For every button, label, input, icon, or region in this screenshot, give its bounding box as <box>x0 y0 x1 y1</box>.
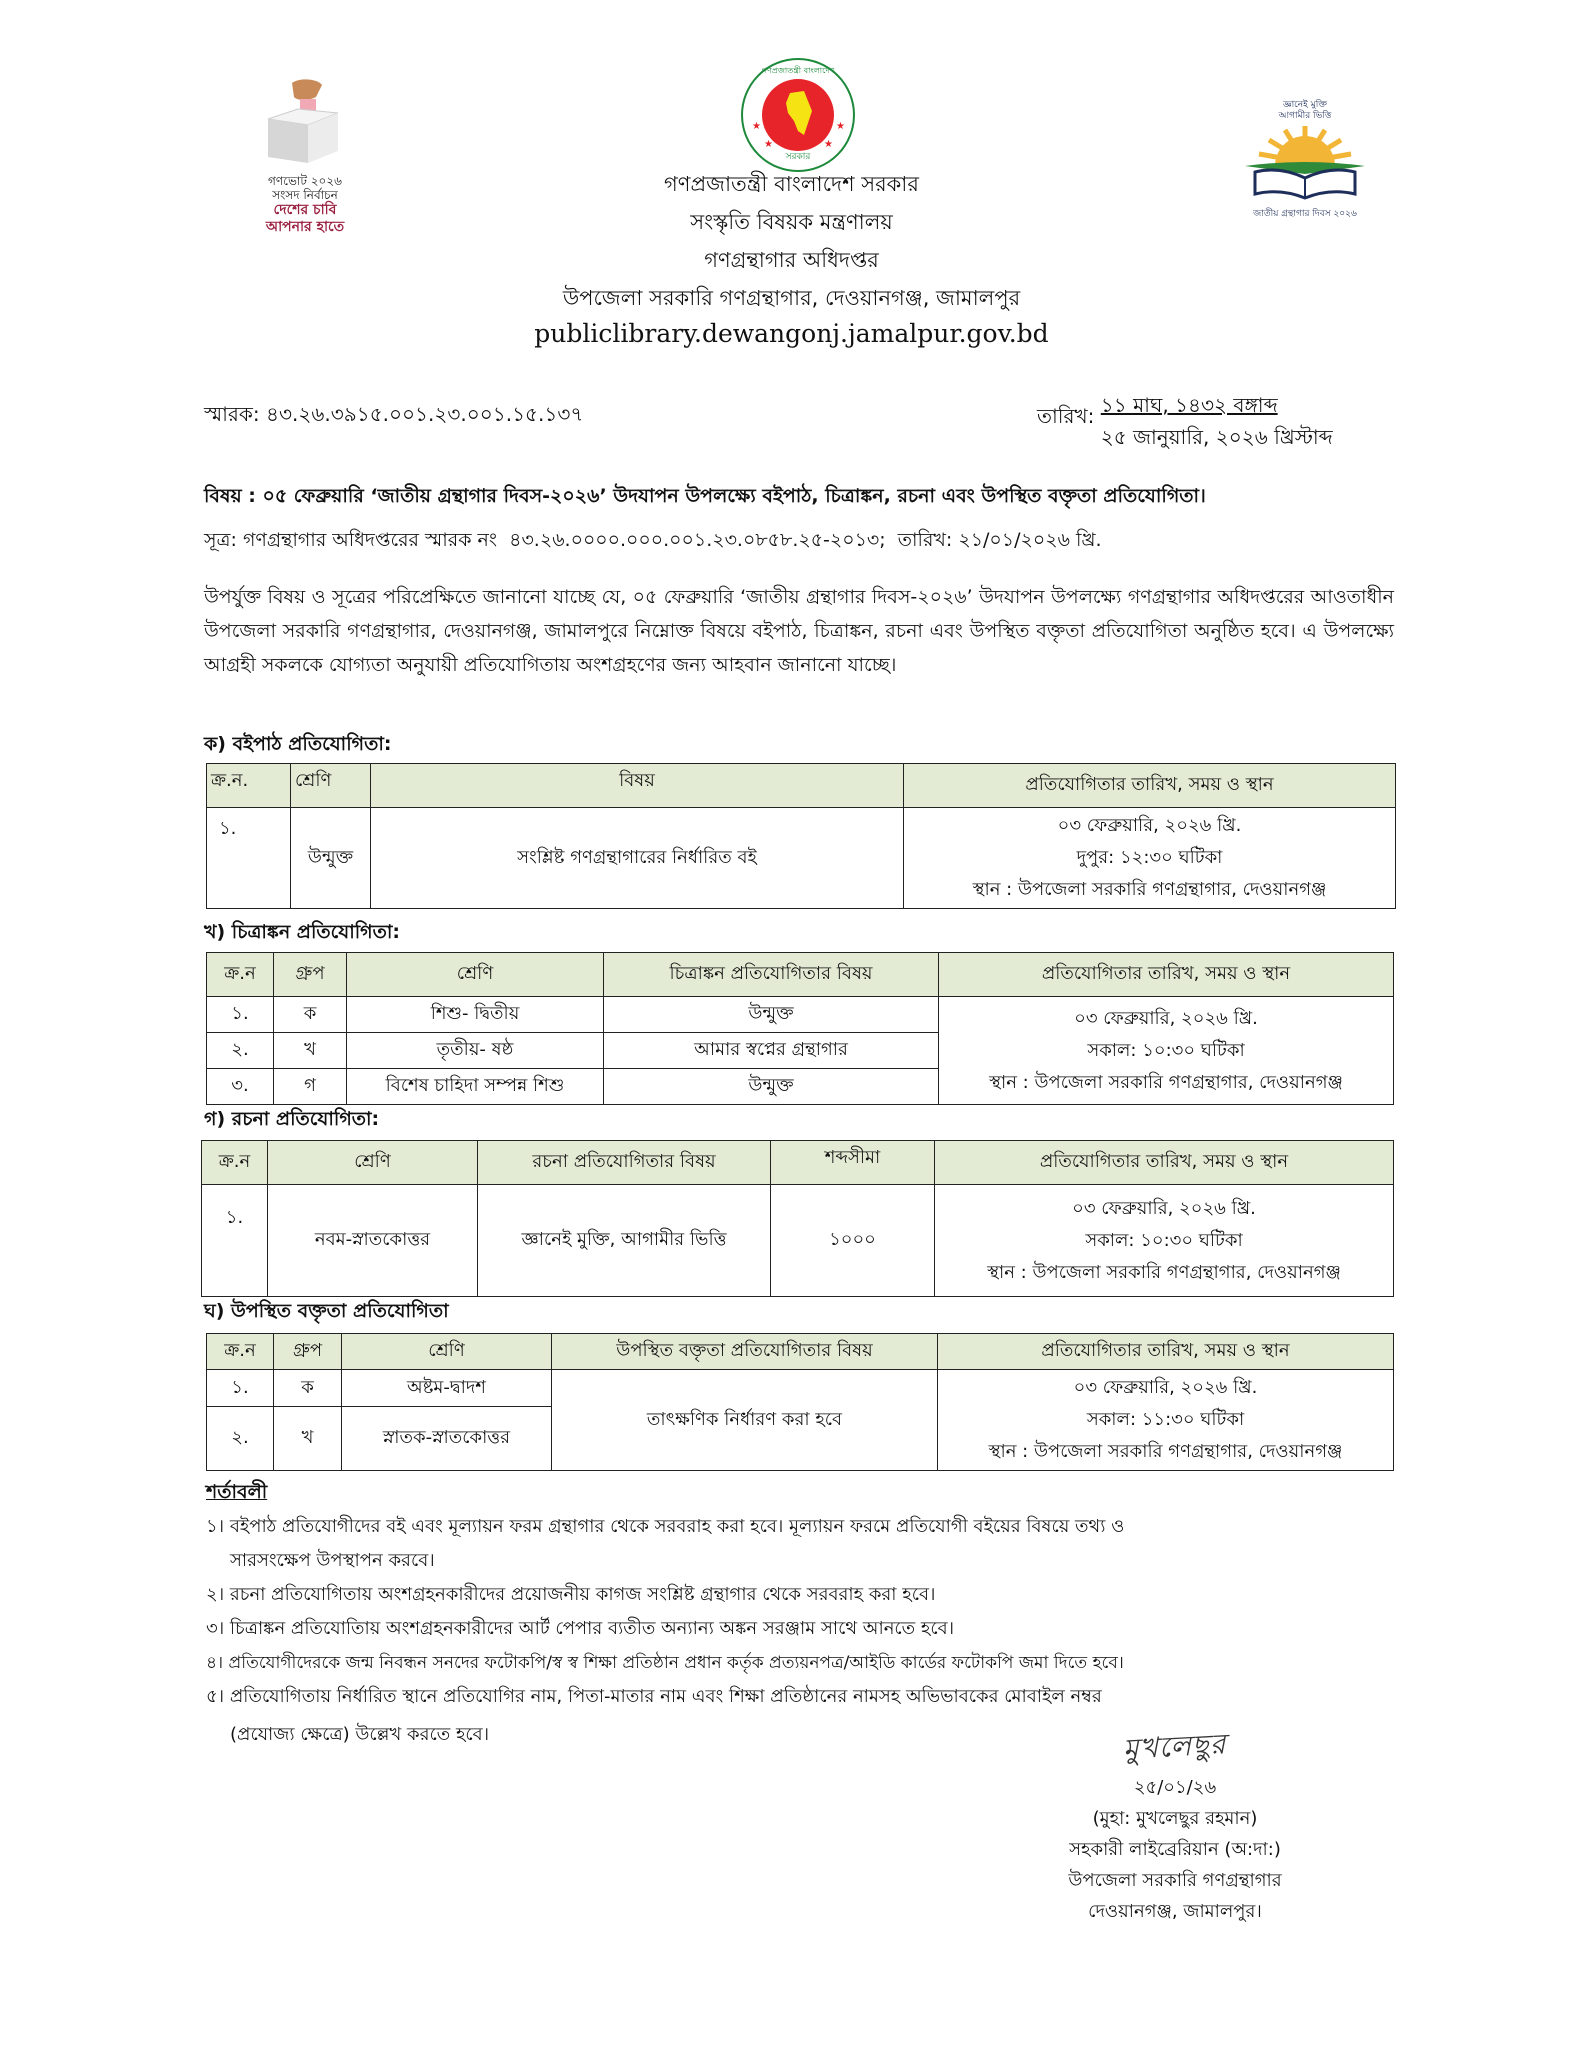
schedule-time: দুপুর: ১২:৩০ ঘটিকা <box>1076 847 1223 868</box>
cell-sl: ১. <box>207 1370 274 1407</box>
cell-group: খ <box>274 1033 347 1069</box>
header-schedule: প্রতিযোগিতার তারিখ, সময় ও স্থান <box>935 1141 1394 1185</box>
cell-sl: ১. <box>202 1185 268 1297</box>
table-row <box>207 997 1394 1033</box>
schedule-time: সকাল: ১০:৩০ ঘটিকা <box>1085 1229 1243 1251</box>
header-schedule: প্রতিযোগিতার তারিখ, সময় ও স্থান <box>938 1334 1394 1370</box>
table-header-row <box>207 764 1396 808</box>
cell-class: নবম-স্নাতকোত্তর <box>268 1185 478 1297</box>
date-block <box>1037 390 1333 454</box>
cell-sl: ১. <box>207 808 291 909</box>
library-day-slogan1: জ্ঞানেই মুক্তি <box>1282 100 1328 110</box>
cell-group: ক <box>274 997 347 1033</box>
signature-block <box>1035 1725 1315 1927</box>
cell-sl: ২. <box>207 1407 274 1471</box>
website-link[interactable]: publiclibrary.dewangonj.jamalpur.gov.bd <box>534 319 1049 348</box>
cell-sl: ১. <box>207 997 274 1033</box>
government-seal-icon <box>738 55 858 175</box>
cell-class: অষ্টম-দ্বাদশ <box>342 1370 552 1407</box>
schedule-venue: স্থান : উপজেলা সরকারি গণগ্রন্থাগার, দেওয়ানগঞ্জ <box>987 1261 1341 1283</box>
signatory-name: (মুহা: মুখলেছুর রহমান) <box>1092 1808 1258 1829</box>
cell-topic: সংশ্লিষ্ট গণগ্রন্থাগারের নির্ধারিত বই <box>371 808 904 909</box>
header-class: শ্রেণি <box>291 764 371 808</box>
schedule-date: ০৩ ফেব্রুয়ারি, ২০২৬ খ্রি. <box>1074 1007 1258 1029</box>
drawing-competition-table <box>206 952 1394 1105</box>
reference-line: সূত্র: গণগ্রন্থাগার অধিদপ্তরের স্মারক নং ৪৩.২৬.০০০০.০০০.০০১.২৩.০৮৫৮.২৫-২০১৩; তারিখ: ২১/০১/২০২৬ খ্রি. <box>204 529 1102 551</box>
header-sl: ক্র.ন <box>207 953 274 997</box>
condition-text-cont: সারসংক্ষেপ উপস্থাপন করবে। <box>230 1550 435 1571</box>
condition-number: ১। <box>206 1516 225 1537</box>
header-schedule: প্রতিযোগিতার তারিখ, সময় ও স্থান <box>939 953 1394 997</box>
library-day-slogan2: আগামীর ভিত্তি <box>1278 111 1332 121</box>
cell-topic: উন্মুক্ত <box>604 1069 939 1105</box>
election-slogan2: আপনার হাতে <box>265 219 345 235</box>
table-row <box>207 1370 1394 1407</box>
condition-text: বইপাঠ প্রতিযোগীদের বই এবং মূল্যায়ন ফরম গ্রন্থাগার থেকে সরবরাহ করা হবে। মূল্যায়ন ফরমে প্রতিযোগী বইয়ের বিষয়ে তথ্য ও <box>229 1516 1125 1537</box>
essay-competition-table <box>201 1140 1394 1297</box>
header-group: গ্রুপ <box>274 953 347 997</box>
schedule-venue: স্থান : উপজেলা সরকারি গণগ্রন্থাগার, দেওয়ানগঞ্জ <box>972 879 1327 900</box>
cell-class: তৃতীয়- ষষ্ঠ <box>347 1033 604 1069</box>
section-drawing-title: খ) চিত্রাঙ্কন প্রতিযোগিতা: <box>204 921 400 943</box>
header-group: গ্রুপ <box>274 1334 342 1370</box>
header-sl: ক্র.ন <box>202 1141 268 1185</box>
letterhead <box>0 165 1583 351</box>
header-class: শ্রেণি <box>347 953 604 997</box>
header-government: গণপ্রজাতন্ত্রী বাংলাদেশ সরকার <box>664 172 919 196</box>
condition-item <box>206 1510 1396 1578</box>
date-gregorian: ২৫ জানুয়ারি, ২০২৬ খ্রিস্টাব্দ <box>1100 425 1333 449</box>
header-office: উপজেলা সরকারি গণগ্রন্থাগার, দেওয়ানগঞ্জ, জামালপুর <box>562 286 1021 310</box>
schedule-date: ০৩ ফেব্রুয়ারি, ২০২৬ খ্রি. <box>1073 1377 1258 1398</box>
cell-group: ক <box>274 1370 342 1407</box>
header-schedule: প্রতিযোগিতার তারিখ, সময় ও স্থান <box>904 764 1396 808</box>
condition-text: রচনা প্রতিযোগিতায় অংশগ্রহনকারীদের প্রয়োজনীয় কাগজ সংশ্লিষ্ট গ্রন্থাগার থেকে সরবরাহ করা হবে। <box>229 1584 936 1605</box>
cell-schedule <box>939 997 1394 1105</box>
cell-schedule <box>938 1370 1394 1471</box>
cell-class: বিশেষ চাহিদা সম্পন্ন শিশু <box>347 1069 604 1105</box>
table-header-row <box>207 1334 1394 1370</box>
header-ministry: সংস্কৃতি বিষয়ক মন্ত্রণালয় <box>690 210 893 234</box>
condition-text: প্রতিযোগিতায় নির্ধারিত স্থানে প্রতিযোগির নাম, পিতা-মাতার নাম এবং শিক্ষা প্রতিষ্ঠানের নামসহ অভিভাবকের মোবাইল নম্বর <box>229 1686 1102 1707</box>
memo-label: স্মারক: <box>204 402 260 426</box>
section-essay-title: গ) রচনা প্রতিযোগিতা: <box>204 1108 380 1130</box>
speech-competition-table <box>206 1333 1394 1471</box>
signatory-office: উপজেলা সরকারি গণগ্রন্থাগার <box>1068 1870 1282 1891</box>
header-topic: রচনা প্রতিযোগিতার বিষয় <box>478 1141 771 1185</box>
election-line2: সংসদ নির্বাচন <box>272 188 338 202</box>
conditions-list <box>206 1510 1396 1752</box>
cell-topic: জ্ঞানেই মুক্তি, আগামীর ভিত্তি <box>478 1185 771 1297</box>
schedule-date: ০৩ ফেব্রুয়ারি, ২০২৬ খ্রি. <box>1072 1197 1256 1219</box>
condition-item <box>206 1646 1396 1680</box>
cell-group: গ <box>274 1069 347 1105</box>
cell-class: স্নাতক-স্নাতকোত্তর <box>342 1407 552 1471</box>
handwritten-signature: মুখলেছুর <box>1122 1727 1228 1766</box>
cell-class: উন্মুক্ত <box>291 808 371 909</box>
svg-text:★: ★ <box>752 121 761 132</box>
header-word-limit: শব্দসীমা <box>771 1141 935 1185</box>
conditions-title: শর্তাবলী <box>206 1481 268 1503</box>
cell-sl: ৩. <box>207 1069 274 1105</box>
election-line1: গণভোট ২০২৬ <box>268 174 342 188</box>
condition-number: ৫। <box>206 1686 225 1707</box>
date-bangla: ১১ মাঘ, ১৪৩২ বঙ্গাব্দ <box>1100 393 1278 417</box>
table-row <box>207 808 1396 909</box>
condition-item <box>206 1578 1396 1612</box>
header-sl: ক্র.ন <box>207 1334 274 1370</box>
header-topic: চিত্রাঙ্কন প্রতিযোগিতার বিষয় <box>604 953 939 997</box>
schedule-date: ০৩ ফেব্রুয়ারি, ২০২৬ খ্রি. <box>1057 815 1242 836</box>
seal-ring-bottom: সরকার <box>785 152 811 162</box>
schedule-time: সকাল: ১০:৩০ ঘটিকা <box>1087 1039 1245 1061</box>
memo-value: ৪৩.২৬.৩৯১৫.০০১.২৩.০০১.১৫.১৩৭ <box>266 402 584 426</box>
svg-text:★: ★ <box>764 139 773 150</box>
cell-topic: আমার স্বপ্নের গ্রন্থাগার <box>604 1033 939 1069</box>
condition-number: ৩। <box>206 1618 225 1639</box>
subject-line: বিষয় : ০৫ ফেব্রুয়ারি ‘জাতীয় গ্রন্থাগার দিবস-২০২৬’ উদযাপন উপলক্ষ্যে বইপাঠ, চিত্রাঙ্কন, রচনা এবং উপস্থিত বক্তৃতা প্রতিযোগিতা। <box>204 485 1206 507</box>
signatory-location: দেওয়ানগঞ্জ, জামালপুর। <box>1088 1901 1262 1922</box>
cell-topic: তাৎক্ষণিক নির্ধারণ করা হবে <box>552 1370 938 1471</box>
header-topic: বিষয় <box>371 764 904 808</box>
header-topic: উপস্থিত বক্তৃতা প্রতিযোগিতার বিষয় <box>552 1334 938 1370</box>
svg-text:★: ★ <box>824 139 833 150</box>
condition-item <box>206 1612 1396 1646</box>
table-header-row <box>202 1141 1394 1185</box>
seal-ring-top: গণপ্রজাতন্ত্রী বাংলাদেশ <box>761 66 835 75</box>
condition-number: ৪। <box>206 1653 224 1673</box>
library-day-caption: জাতীয় গ্রন্থাগার দিবস ২০২৬ <box>1253 209 1357 219</box>
cell-topic: উন্মুক্ত <box>604 997 939 1033</box>
signatory-designation: সহকারী লাইব্রেরিয়ান (অ:দা:) <box>1069 1839 1281 1860</box>
header-department: গণগ্রন্থাগার অধিদপ্তর <box>704 248 879 272</box>
body-paragraph: উপর্যুক্ত বিষয় ও সূত্রের পরিপ্রেক্ষিতে জানানো যাচ্ছে যে, ০৫ ফেব্রুয়ারি ‘জাতীয় গ্রন্থাগার দিবস-২০২৬’ উদযাপন উপলক্ষ্যে গণগ্রন্থাগার অধিদপ্তরের আওতাধীন উপজেলা সরকারি গণগ্রন্থাগার, দেওয়ানগঞ্জ, জামালপুরে নিম্নোক্ত বিষয়ে বইপাঠ, চিত্রাঙ্কন, রচনা এবং উপস্থিত বক্তৃতা প্রতিযোগিতা অনুষ্ঠিত হবে। এ উপলক্ষ্যে আগ্রহী সকলকে যোগ্যতা অনুযায়ী প্রতিযোগিতায় অংশগ্রহণের জন্য আহবান জানানো যাচ্ছে। <box>204 586 1394 676</box>
condition-text-cont: (প্রযোজ্য ক্ষেত্রে) উল্লেখ করতে হবে। <box>230 1724 490 1745</box>
date-label: তারিখ: <box>1037 404 1095 428</box>
header-class: শ্রেণি <box>342 1334 552 1370</box>
table-header-row <box>207 953 1394 997</box>
section-reading-title: ক) বইপাঠ প্রতিযোগিতা: <box>204 733 392 755</box>
cell-sl: ২. <box>207 1033 274 1069</box>
condition-text: প্রতিযোগীদেরকে জন্ম নিবন্ধন সনদের ফটোকপি/স্ব স্ব শিক্ষা প্রতিষ্ঠান প্রধান কর্তৃক প্রত্যয়নপত্র/আইডি কার্ডের ফটোকপি জমা দিতে হবে। <box>228 1653 1124 1673</box>
cell-group: খ <box>274 1407 342 1471</box>
election-slogan1: দেশের চাবি <box>273 202 337 218</box>
schedule-time: সকাল: ১১:৩০ ঘটিকা <box>1086 1409 1245 1430</box>
government-seal <box>738 55 858 175</box>
reading-competition-table <box>206 763 1396 909</box>
cell-schedule <box>935 1185 1394 1297</box>
signature-date: ২৫/০১/২৬ <box>1133 1777 1217 1798</box>
header-sl: ক্র.ন. <box>207 764 291 808</box>
condition-number: ২। <box>206 1584 225 1605</box>
ballot-box-icon <box>240 75 370 170</box>
cell-class: শিশু- দ্বিতীয় <box>347 997 604 1033</box>
svg-text:★: ★ <box>836 121 845 132</box>
section-speech-title: ঘ) উপস্থিত বক্তৃতা প্রতিযোগিতা <box>204 1300 449 1322</box>
header-class: শ্রেণি <box>268 1141 478 1185</box>
schedule-venue: স্থান : উপজেলা সরকারি গণগ্রন্থাগার, দেওয়ানগঞ্জ <box>988 1441 1343 1462</box>
condition-text: চিত্রাঙ্কন প্রতিযোতিায় অংশগ্রহনকারীদের আর্ট পেপার ব্যতীত অন্যান্য অঙ্কন সরঞ্জাম সাথে আনতে হবে। <box>229 1618 955 1639</box>
schedule-venue: স্থান : উপজেলা সরকারি গণগ্রন্থাগার, দেওয়ানগঞ্জ <box>989 1071 1343 1093</box>
table-row <box>202 1185 1394 1297</box>
memo-number <box>204 400 583 433</box>
cell-word-limit: ১০০০ <box>771 1185 935 1297</box>
cell-schedule <box>904 808 1396 909</box>
